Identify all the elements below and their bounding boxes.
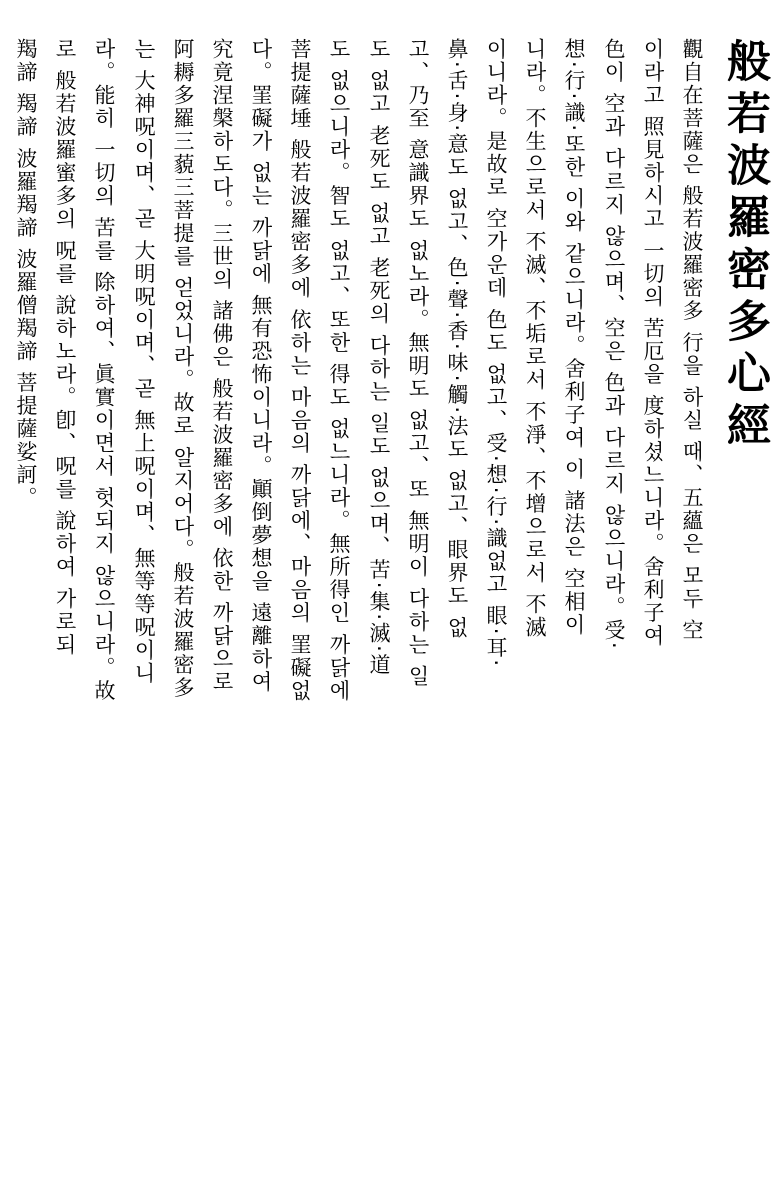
text-column-8: 고、乃至 意識界도 없노라。無明도 없고、또 無明이 다하는 일: [406, 38, 430, 689]
sutra-title: 般若波羅密多心經: [719, 38, 770, 454]
text-column-4: 想·行·識·또한 이와 같으니라。舍利子여 이 諸法은 空相이: [562, 38, 586, 637]
text-column-11: 菩提薩埵 般若波羅密多에 依하는 마음의 까닭에、마음의 罣礙없: [288, 38, 312, 703]
text-column-1: 觀自在菩薩은 般若波羅密多 行을 하실 때、五蘊은 모두 空: [680, 38, 704, 643]
text-column-15: 는 大神呪이며、곧 大明呪이며、곧 無上呪이며、無等等呪이니: [132, 38, 156, 686]
text-column-2: 이라고 照見하시고 一切의 苦厄을 度하셨느니라。舍利子여: [641, 38, 665, 648]
text-column-5: 니라。不生으로서 不滅、不垢로서 不淨、不增으로서 不滅: [523, 38, 547, 640]
text-column-14: 阿耨多羅三藐三菩提를 얻었니라。故로 알지어다。般若波羅密多: [171, 38, 195, 700]
text-column-7: 鼻·舌·身·意도 없고、色·聲·香·味·觸·法도 없고、眼界도 없: [445, 38, 469, 640]
text-column-10: 도 없으니라。智도 없고、또한 得도 없느니라。無所得인 까닭에: [327, 38, 351, 703]
text-column-3: 色이 空과 다르지 않으며、空은 色과 다르지 않으니라。受·: [602, 38, 626, 651]
text-column-17: 로 般若波羅蜜多의 呪를 說하노라。卽、呪를 說하여 가로되: [53, 38, 77, 657]
text-column-9: 도 없고 老死도 없고 老死의 다하는 일도 없으며、苦·集·滅·道: [367, 38, 391, 677]
text-column-16: 라。能히 一切의 苦를 除하여、眞實이면서 헛되지 않으니라。故: [92, 38, 116, 703]
text-column-13: 究竟涅槃하도다。三世의 諸佛은 般若波羅密多에 依한 까닭으로: [210, 38, 234, 694]
text-column-18: 羯諦 羯諦 波羅羯諦 波羅僧羯諦 菩提薩娑訶。: [14, 38, 38, 510]
text-column-12: 다。罣礙가 없는 까닭에 無有恐怖이니라。顚倒夢想을 遠離하여: [249, 38, 273, 694]
text-column-6: 이니라。是故로 空가운데 色도 없고、受·想·行·識없고 眼·耳·: [484, 38, 508, 669]
